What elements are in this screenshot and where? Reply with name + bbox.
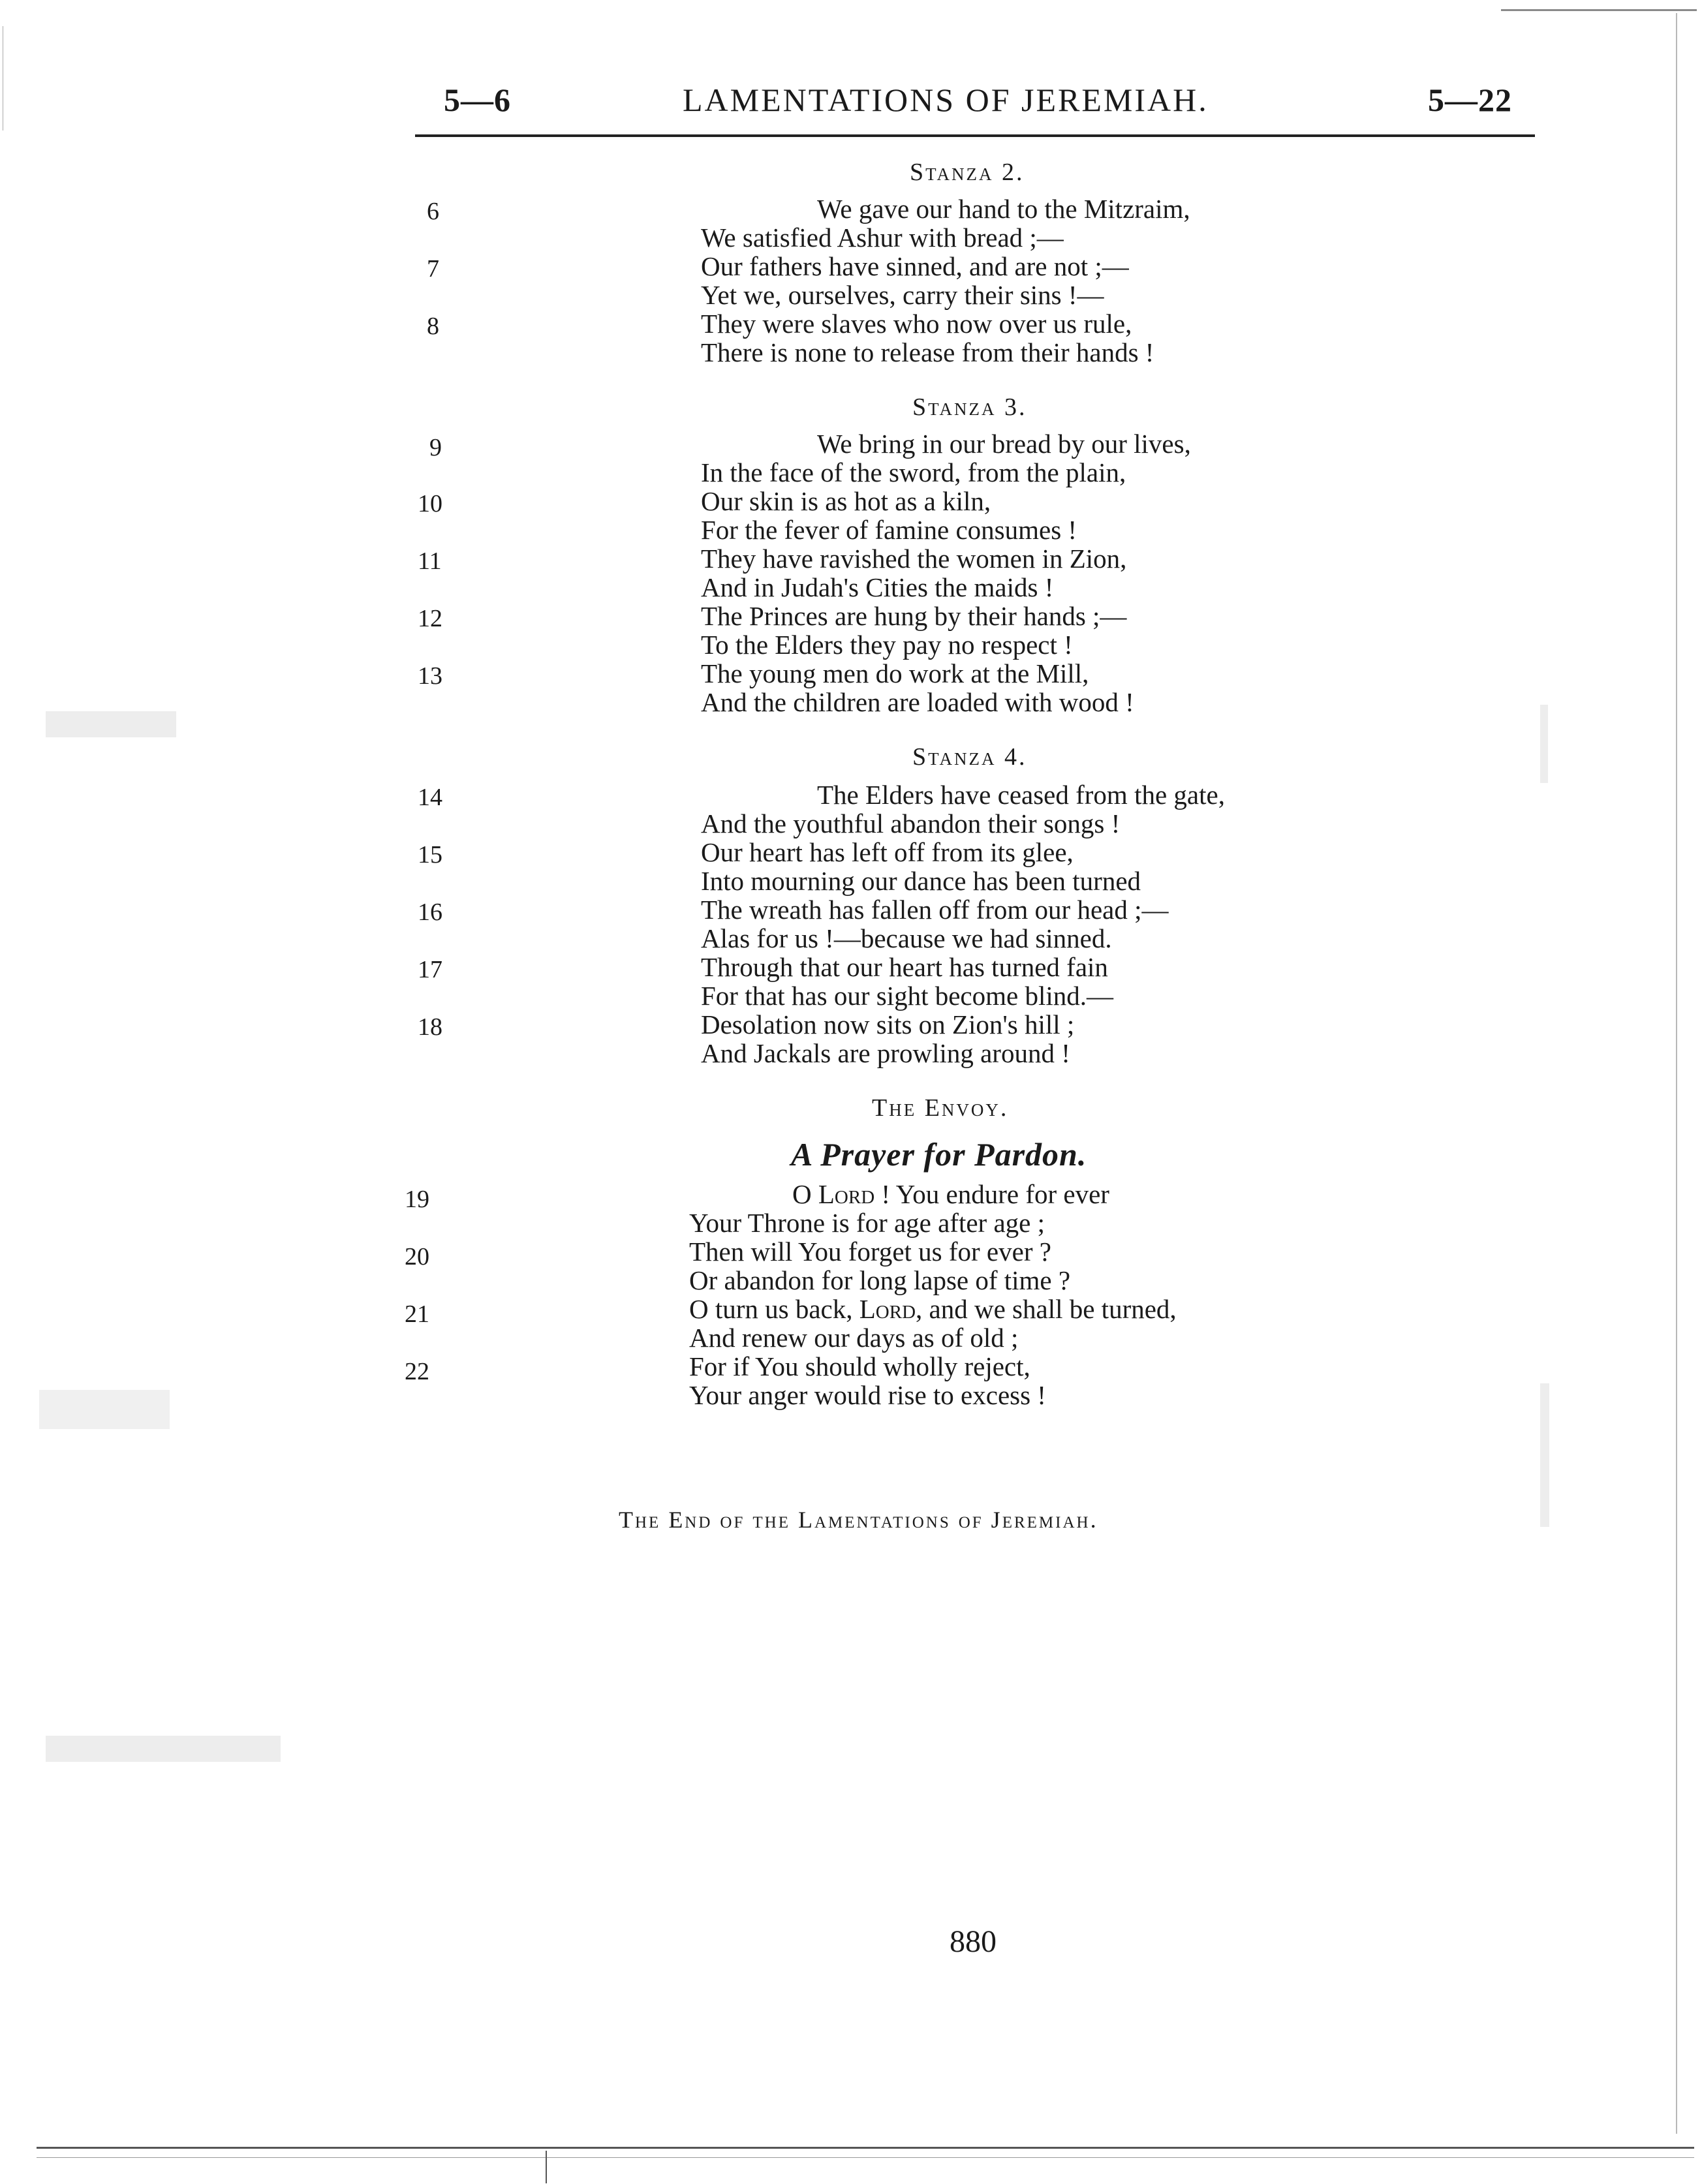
verse-line: Your anger would rise to excess !	[689, 1380, 1046, 1410]
header-right-ref: 5—22	[1428, 82, 1512, 118]
verse-line: The young men do work at the Mill,	[701, 658, 1089, 688]
verse-line: The Elders have ceased from the gate,	[817, 780, 1225, 810]
verse-line: The Princes are hung by their hands ;—	[701, 601, 1127, 631]
verse-number: 7	[427, 255, 439, 283]
verse-number: 11	[418, 547, 442, 575]
verse-number: 20	[405, 1243, 429, 1270]
verse-line: O turn us back, Lord, and we shall be turned,	[689, 1294, 1177, 1324]
scan-tick-mark	[546, 2151, 547, 2183]
page-number: 880	[950, 1924, 997, 1959]
bleed-through-smudge	[39, 1390, 170, 1429]
bleed-through-smudge	[1540, 1383, 1549, 1527]
verse-line: Or abandon for long lapse of time ?	[689, 1265, 1071, 1295]
verse-number: 22	[405, 1358, 429, 1385]
verse-line: Desolation now sits on Zion's hill ;	[701, 1009, 1075, 1039]
verse-line: And the youthful abandon their songs !	[701, 808, 1121, 838]
verse-number: 19	[405, 1186, 429, 1213]
verse-line: We gave our hand to the Mitzraim,	[817, 194, 1190, 224]
verse-number: 14	[418, 784, 442, 811]
verse-line: And in Judah's Cities the maids !	[701, 572, 1054, 602]
envoy-heading: The Envoy.	[872, 1094, 1009, 1122]
verse-line: For the fever of famine consumes !	[701, 515, 1077, 545]
envoy-subtitle: A Prayer for Pardon.	[791, 1136, 1087, 1173]
bleed-through-smudge	[46, 711, 176, 737]
verse-line: Through that our heart has turned fain	[701, 952, 1108, 982]
verse-number: 12	[418, 605, 442, 632]
verse-line: And the children are loaded with wood !	[701, 687, 1134, 717]
verse-number: 6	[427, 198, 439, 225]
scan-edge-bottom-inner	[37, 2157, 1694, 2158]
verse-number: 13	[418, 662, 442, 690]
verse-number: 10	[418, 490, 442, 517]
verse-line: Our fathers have sinned, and are not ;—	[701, 251, 1129, 281]
verse-line: Yet we, ourselves, carry their sins !—	[701, 280, 1104, 310]
verse-line: For if You should wholly reject,	[689, 1351, 1030, 1381]
scan-edge-right	[1676, 13, 1677, 2134]
verse-number: 9	[429, 434, 442, 461]
verse-line: Alas for us !—because we had sinned.	[701, 923, 1112, 953]
verse-line: For that has our sight become blind.—	[701, 981, 1113, 1011]
verse-line: Into mourning our dance has been turned	[701, 866, 1141, 896]
verse-number: 8	[427, 313, 439, 340]
verse-line: In the face of the sword, from the plain,	[701, 457, 1126, 487]
stanza-heading: Stanza 2.	[910, 159, 1025, 186]
verse-line: Our heart has left off from its glee,	[701, 837, 1074, 867]
verse-line: And Jackals are prowling around !	[701, 1038, 1070, 1068]
scan-edge-top	[1501, 9, 1697, 11]
verse-number: 17	[418, 956, 442, 983]
verse-line: And renew our days as of old ;	[689, 1323, 1019, 1353]
bleed-through-smudge	[1540, 705, 1548, 783]
verse-line: There is none to release from their hands !	[701, 337, 1154, 367]
stanza-heading: Stanza 4.	[912, 743, 1027, 771]
verse-line: We bring in our bread by our lives,	[817, 429, 1191, 459]
verse-line: Then will You forget us for ever ?	[689, 1237, 1051, 1267]
verse-number: 15	[418, 841, 442, 869]
verse-line: We satisfied Ashur with bread ;—	[701, 223, 1064, 253]
header-rule	[415, 134, 1535, 137]
verse-line: They have ravished the women in Zion,	[701, 544, 1127, 574]
verse-number: 16	[418, 899, 442, 926]
scan-edge-bottom	[37, 2147, 1694, 2149]
verse-line: To the Elders they pay no respect !	[701, 630, 1073, 660]
verse-line: The wreath has fallen off from our head ;—	[701, 895, 1169, 925]
bleed-through-smudge	[46, 1736, 281, 1762]
verse-line: O Lord ! You endure for ever	[792, 1179, 1109, 1209]
verse-line: Your Throne is for age after age ;	[689, 1208, 1045, 1238]
verse-number: 21	[405, 1300, 429, 1328]
header-left-ref: 5—6	[444, 82, 511, 118]
verse-line: They were slaves who now over us rule,	[701, 309, 1132, 339]
verse-number: 18	[418, 1013, 442, 1041]
end-of-book-line: The End of the Lamentations of Jeremiah.	[619, 1507, 1098, 1533]
page-title: LAMENTATIONS OF JEREMIAH.	[683, 82, 1209, 118]
stanza-heading: Stanza 3.	[912, 393, 1027, 421]
verse-line: Our skin is as hot as a kiln,	[701, 486, 991, 516]
